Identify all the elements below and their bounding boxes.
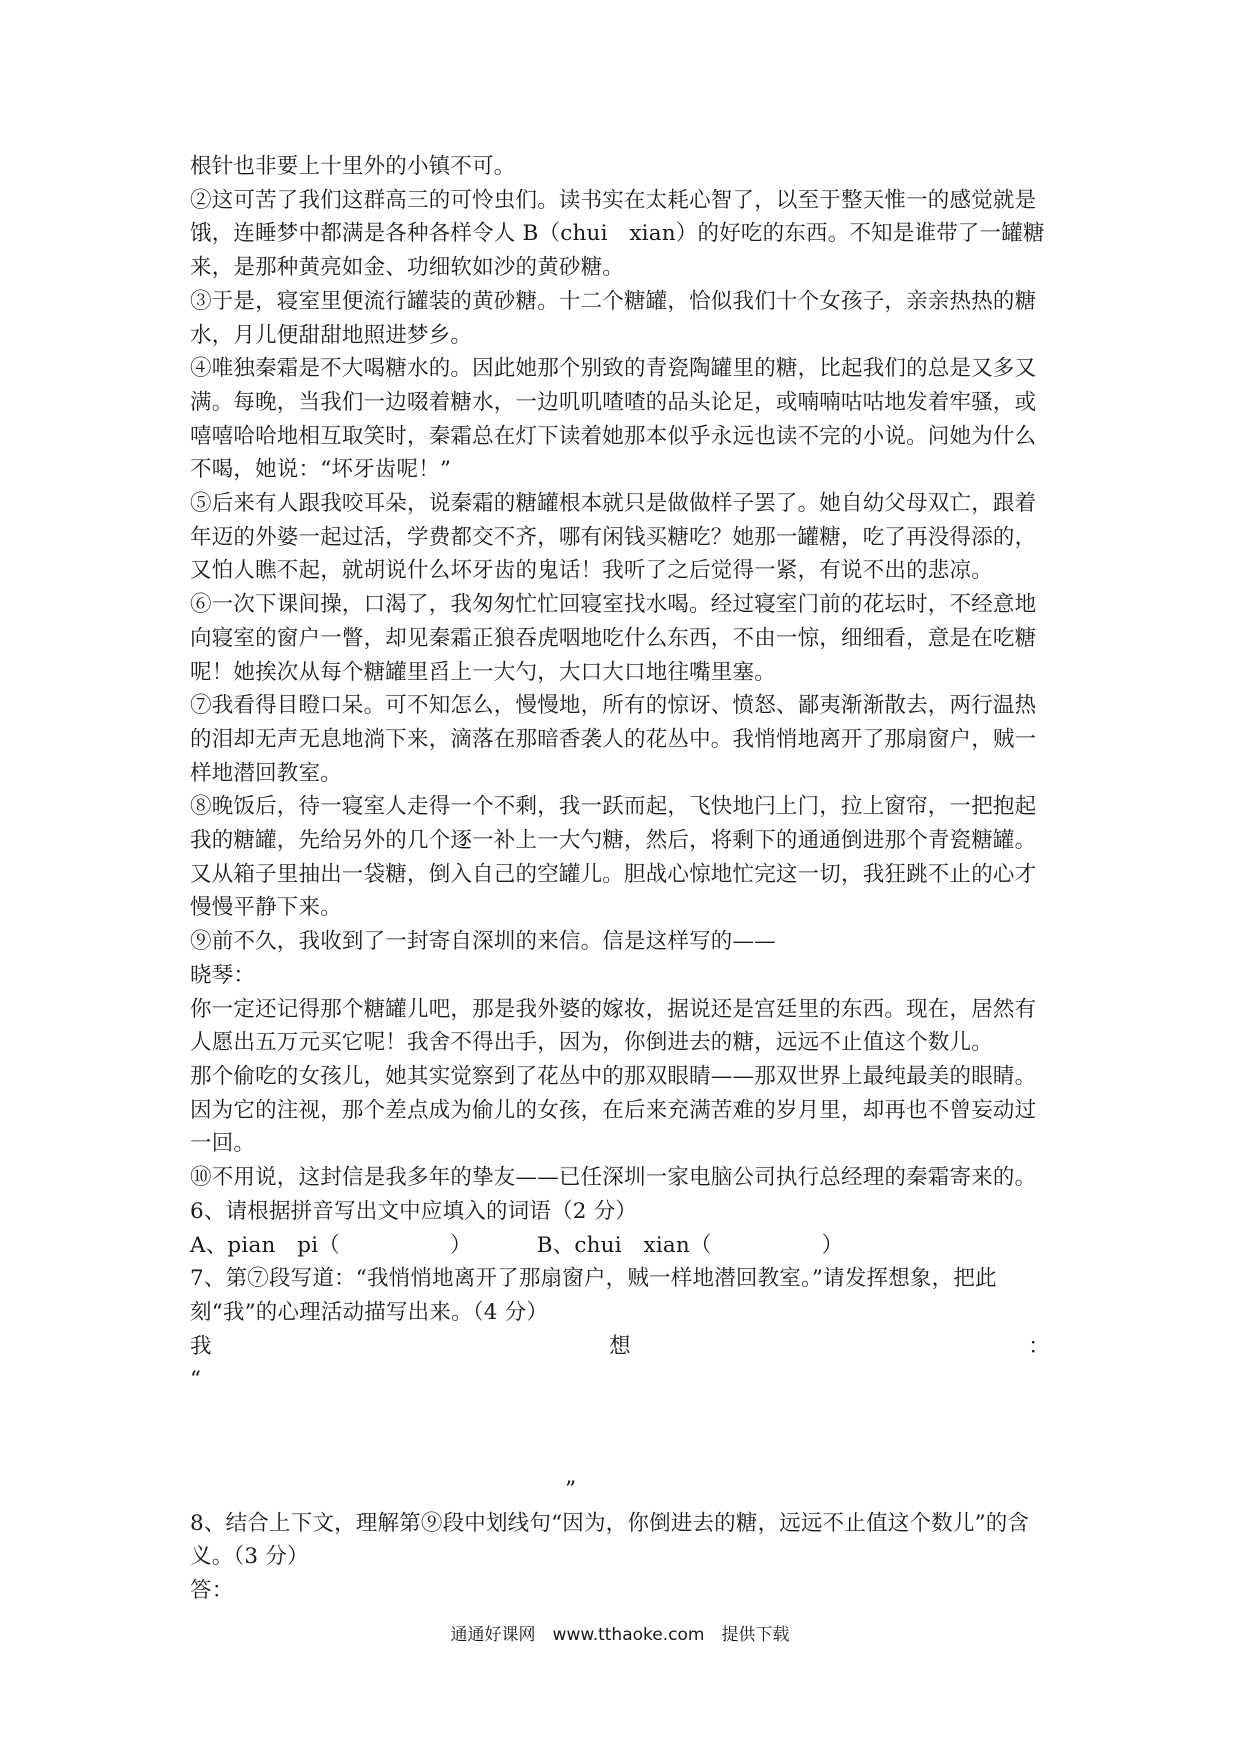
paragraph-6: ⑥一次下课间操，口渴了，我匆匆忙忙回寝室找水喝。经过寝室门前的花坛时，不经意地向寝室的窗户一瞥，却见秦霜正狼吞虎咽地吃什么东西，不由一惊，细细看，意是在吃糖呢！她挨次从每个糖罐里舀上一大勺，大口大口地往嘴里塞。: [190, 592, 1037, 685]
letter-body-1: 你一定还记得那个糖罐儿吧，那是我外婆的嫁妆，据说还是宫廷里的东西。现在，居然有人愿出五万元买它呢！我舍不得出手，因为，你倒进去的糖，远远不止值这个数儿。: [190, 996, 1037, 1056]
question-8-answer-label[interactable]: 答：: [190, 1578, 234, 1604]
paragraph-3: ③于是，寝室里便流行罐装的黄砂糖。十二个糖罐，恰似我们十个女孩子，亲亲热热的糖水，月儿便甜甜地照进梦乡。: [190, 288, 1037, 348]
question-8-stem: 8、结合上下文，理解第⑨段中划线句“因为，你倒进去的糖，远远不止值这个数儿”的含义。（3 分）: [190, 1510, 1030, 1570]
q6-b-close: ）: [821, 1232, 844, 1258]
q6-a-close: ）: [449, 1232, 472, 1258]
q6-b-label: B、chui xian（: [536, 1232, 712, 1258]
paragraph-10: ⑩不用说，这封信是我多年的挚友——已任深圳一家电脑公司执行总经理的秦霜寄来的。: [190, 1165, 1037, 1191]
q6-a-label: A、pian pi（: [190, 1232, 340, 1258]
q7-close-quote: ”: [565, 1477, 577, 1503]
q7-wo: 我: [190, 1333, 212, 1359]
article-body: [190, 150, 1050, 1608]
paragraph-1-tail: 根针也非要上十里外的小镇不可。: [190, 154, 516, 179]
paragraph-9: ⑨前不久，我收到了一封寄自深圳的来信。信是这样写的——: [190, 929, 776, 955]
q7-xiang: 想: [609, 1333, 631, 1359]
paragraph-5: ⑤后来有人跟我咬耳朵，说秦霜的糖罐根本就只是做做样子罢了。她自幼父母双亡，跟着年迈的外婆一起过活，学费都交不齐，哪有闲钱买糖吃？她那一罐糖，吃了再没得添的，又怕人瞧不起，就胡说什么坏牙齿的鬼话！我听了之后觉得一紧，有说不出的悲凉。: [190, 491, 1037, 584]
question-7-answer-area[interactable]: [190, 1397, 1050, 1473]
question-6-blanks: [190, 1229, 1050, 1263]
page-footer: 通通好课网 www.tthaoke.com 提供下载: [450, 1625, 790, 1645]
letter-body-2: 那个偷吃的女孩儿，她其实觉察到了花丛中的那双眼睛——那双世界上最纯最美的眼睛。因为它的注视，那个差点成为偷儿的女孩，在后来充满苦难的岁月里，却再也不曾妄动过一回。: [190, 1063, 1037, 1157]
letter-salutation: 晓琴：: [190, 962, 256, 988]
paragraph-7: ⑦我看得目瞪口呆。可不知怎么，慢慢地，所有的惊讶、愤怒、鄙夷渐渐散去，两行温热的泪却无声无息地淌下来，滴落在那暗香袭人的花丛中。我悄悄地离开了那扇窗户，贼一样地潜回教室。: [190, 693, 1037, 786]
question-6-stem: 6、请根据拼音写出文中应填入的词语（2 分）: [190, 1198, 638, 1224]
paragraph-4: ④唯独秦霜是不大喝糖水的。因此她那个别致的青瓷陶罐里的糖，比起我们的总是又多又满。每晚，当我们一边啜着糖水，一边叽叽喳喳的品头论足，或喃喃咕咕地发着牢骚，或嘻嘻哈哈地相互取笑时，秦霜总在灯下读着她那本似乎永远也读不完的小说。问她为什么不喝，她说：“坏牙齿呢！”: [190, 356, 1037, 483]
q7-colon: ：: [1028, 1333, 1050, 1359]
paragraph-8: ⑧晚饭后，待一寝室人走得一个不剩，我一跃而起，飞快地闩上门，拉上窗帘，一把抱起我的糖罐，先给另外的几个逐一补上一大勺糖，然后，将剩下的通通倒进那个青瓷糖罐。又从箱子里抽出一袋糖，倒入自己的空罐儿。胆战心惊地忙完这一切，我狂跳不止的心才慢慢平静下来。: [190, 794, 1037, 921]
q7-open-quote: “: [190, 1367, 202, 1393]
paragraph-2: ②这可苦了我们这群高三的可怜虫们。读书实在太耗心智了，以至于整天惟一的感觉就是饿，连睡梦中都满是各种各样令人 B（chui xian）的好吃的东西。不知是谁带了一罐糖来，是那种黄亮如金、功细软如沙的黄砂糖。: [190, 187, 1045, 281]
question-7-lead-line: [190, 1330, 1050, 1364]
question-7-stem: 7、第⑦段写道：“我悄悄地离开了那扇窗户，贼一样地潜回教室。”请发挥想象，把此刻“我”的心理活动描写出来。（4 分）: [190, 1266, 997, 1325]
